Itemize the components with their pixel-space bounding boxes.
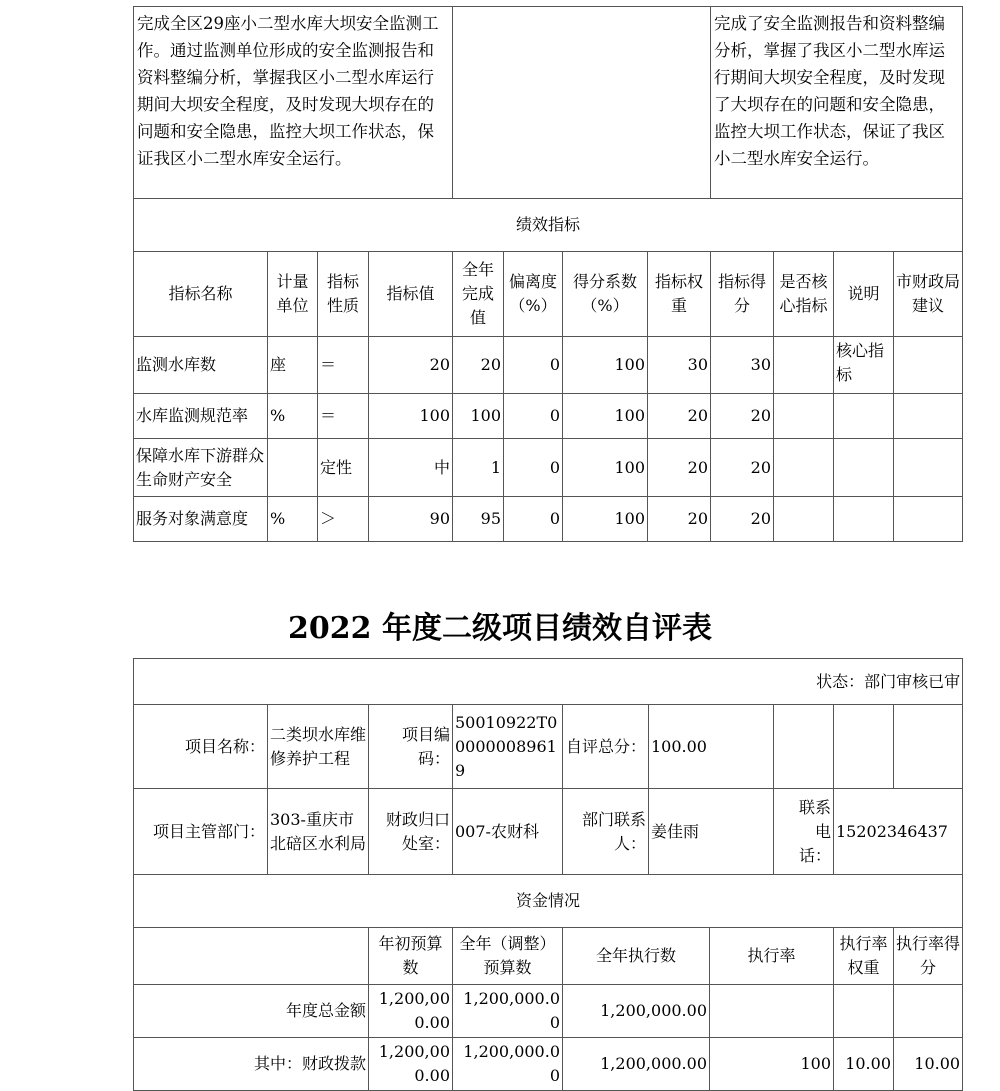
finance-advice [894,439,963,497]
deviation: 0 [504,439,563,497]
table-row [134,337,963,394]
adjusted-budget: 1,200,000.00 [453,1038,563,1091]
nature: ＝ [318,337,369,394]
header-cell: 全年完成值 [453,252,504,337]
status-badge: 状态：部门审核已审 [134,659,963,705]
actual-value: 1 [453,439,504,497]
score: 30 [711,337,774,394]
project-code: 50010922T000000089619 [453,705,563,789]
score-coefficient: 100 [563,337,648,394]
nature: ＝ [318,394,369,439]
execution-rate [710,985,834,1038]
indicator-name: 水库监测规范率 [134,394,268,439]
unit: % [268,394,318,439]
finance-advice [894,337,963,394]
header-cell: 执行率权重 [834,928,894,985]
adjusted-budget: 1,200,000.00 [453,985,563,1038]
executed-amount: 1,200,000.00 [563,985,710,1038]
annual-goal-text: 完成全区29座小二型水库大坝安全监测工作。通过监测单位形成的安全监测报告和资料整编分析，掌握我区小二型水库运行期间大坝安全程度，及时发现大坝存在的问题和安全隐患，监控大坝工作状态，保证我区小二型水库安全运行。 [134,7,453,199]
page-title: 2022 年度二级项目绩效自评表 [288,611,712,646]
self-score-label: 自评总分： [563,705,649,789]
nature: 定性 [318,439,369,497]
section-title: 绩效指标 [134,199,963,252]
dept-label: 项目主管部门： [134,789,268,875]
actual-value: 95 [453,497,504,542]
weight: 20 [648,394,711,439]
header-cell: 全年执行数 [563,928,710,985]
header-cell: 指标权重 [648,252,711,337]
deviation: 0 [504,497,563,542]
empty-cell [774,705,834,789]
header-cell: 偏离度（%） [504,252,563,337]
header-cell: 指标名称 [134,252,268,337]
phone-label: 联系电话： [774,789,834,875]
score-coefficient: 100 [563,394,648,439]
initial-budget: 1,200,000.00 [369,985,453,1038]
self-evaluation-table [133,658,963,1091]
funds-row-label: 其中：财政拨款 [134,1038,369,1091]
rate-score [894,985,963,1038]
finance-office: 007-农财科 [453,789,563,875]
score-coefficient: 100 [563,439,648,497]
weight: 30 [648,337,711,394]
header-cell: 市财政局建议 [894,252,963,337]
is-core [774,497,834,542]
score: 20 [711,439,774,497]
contact: 姜佳雨 [649,789,774,875]
rate-weight: 10.00 [834,1038,894,1091]
rate-score: 10.00 [894,1038,963,1091]
header-cell: 年初预算数 [369,928,453,985]
indicator-name: 服务对象满意度 [134,497,268,542]
deviation: 0 [504,337,563,394]
actual-value: 100 [453,394,504,439]
contact-label: 部门联系人： [563,789,649,875]
dept: 303-重庆市北碚区水利局 [268,789,369,875]
table-row [134,439,963,497]
project-name: 二类坝水库维修养护工程 [268,705,369,789]
finance-advice [894,394,963,439]
table-row [134,497,963,542]
score: 20 [711,394,774,439]
target-value: 20 [369,337,453,394]
weight: 20 [648,497,711,542]
remark [834,497,894,542]
target-value: 90 [369,497,453,542]
table-row [134,394,963,439]
phone: 15202346437 [834,789,963,875]
deviation: 0 [504,394,563,439]
header-cell: 指标值 [369,252,453,337]
actual-completion-text: 完成了安全监测报告和资料整编分析，掌握了我区小二型水库运行期间大坝安全程度，及时发现了大坝存在的问题和安全隐患，监控大坝工作状态，保证了我区小二型水库安全运行。 [711,7,963,199]
score: 20 [711,497,774,542]
funds-section-title: 资金情况 [134,875,963,928]
empty-cell [453,7,711,199]
header-cell: 全年（调整）预算数 [453,928,563,985]
indicator-name: 监测水库数 [134,337,268,394]
rate-weight [834,985,894,1038]
executed-amount: 1,200,000.00 [563,1038,710,1091]
actual-value: 20 [453,337,504,394]
target-value: 100 [369,394,453,439]
remark [834,394,894,439]
funds-row-label: 年度总金额 [134,985,369,1038]
execution-rate: 100 [710,1038,834,1091]
header-cell: 执行率得分 [894,928,963,985]
header-cell: 指标性质 [318,252,369,337]
table-row [134,985,963,1038]
unit: 座 [268,337,318,394]
self-score: 100.00 [649,705,774,789]
header-cell: 指标得分 [711,252,774,337]
finance-office-label: 财政归口处室： [369,789,453,875]
target-value: 中 [369,439,453,497]
header-cell: 计量单位 [268,252,318,337]
nature: ＞ [318,497,369,542]
project-name-label: 项目名称： [134,705,268,789]
header-cell: 是否核心指标 [774,252,834,337]
is-core [774,337,834,394]
table-row [134,1038,963,1091]
project-code-label: 项目编码： [369,705,453,789]
initial-budget: 1,200,000.00 [369,1038,453,1091]
header-cell: 执行率 [710,928,834,985]
empty-cell [894,705,963,789]
weight: 20 [648,439,711,497]
is-core [774,394,834,439]
remark: 核心指标 [834,337,894,394]
is-core [774,439,834,497]
unit: % [268,497,318,542]
header-cell: 说明 [834,252,894,337]
score-coefficient: 100 [563,497,648,542]
funds-header-empty [134,928,369,985]
indicator-name: 保障水库下游群众生命财产安全 [134,439,268,497]
header-cell: 得分系数（%） [563,252,648,337]
finance-advice [894,497,963,542]
remark [834,439,894,497]
unit [268,439,318,497]
empty-cell [834,705,894,789]
performance-indicators-table [133,6,963,542]
